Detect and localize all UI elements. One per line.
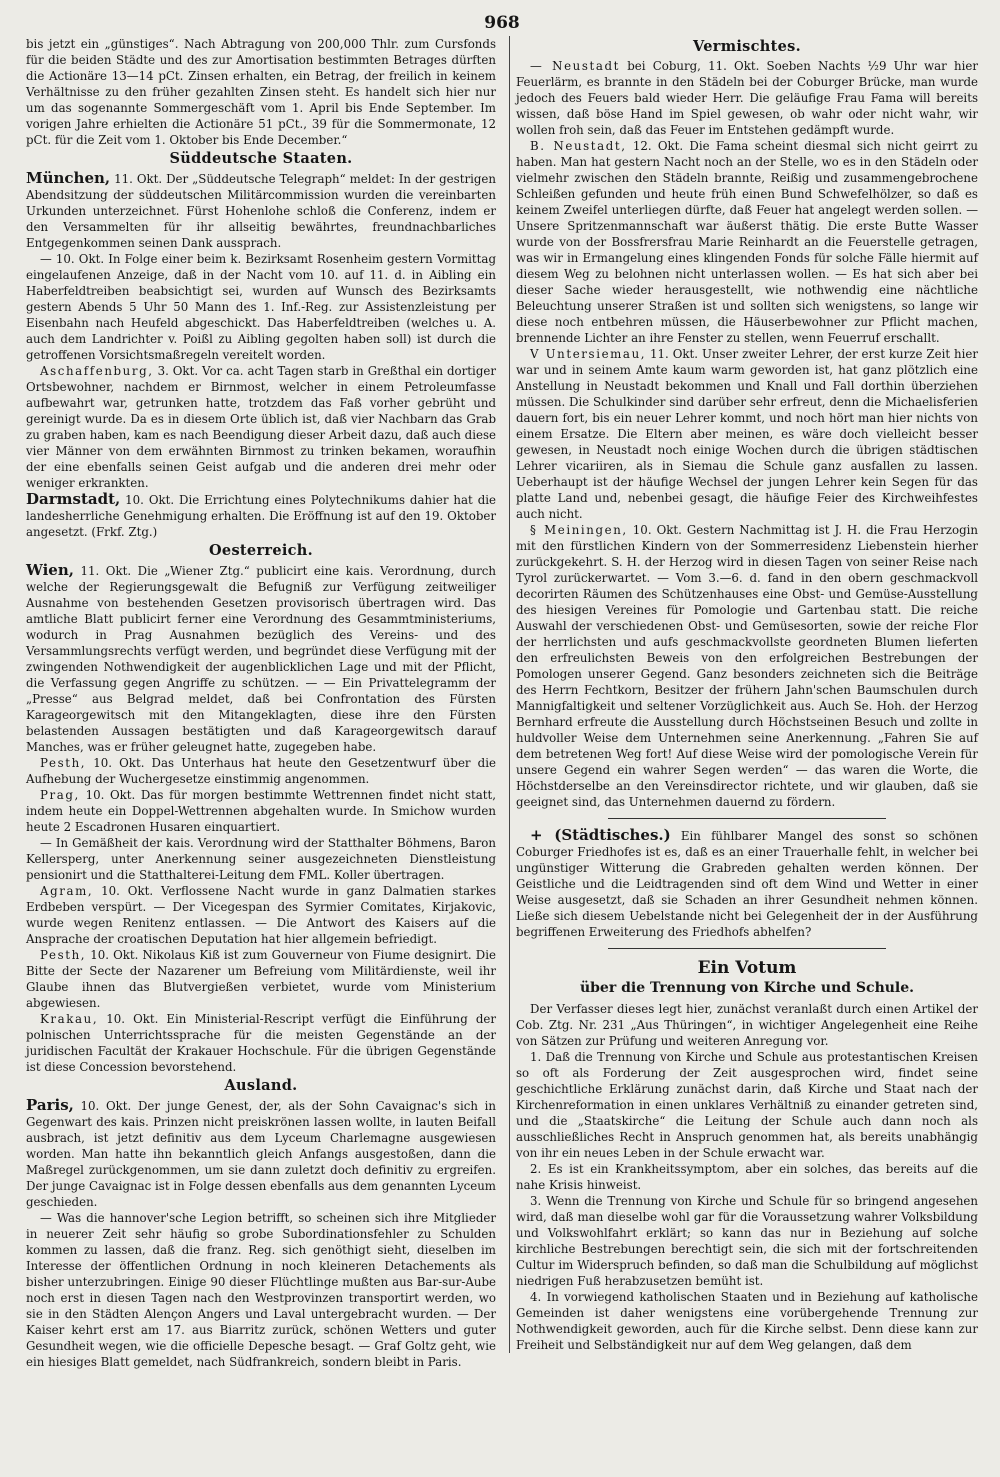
article-darmstadt (26, 491, 496, 540)
text-pesth-2: 10. Okt. Nikolaus Kiß ist zum Gouverneur von Fiume designirt. Die Bitte der Secte der Nazarener um Befreiung vom Militärdienste, weil ihr Glaube ihnen das Blutvergießen verbietet, wurde vom Ministerium abgewiesen. (26, 948, 496, 1010)
text-neustadt-2: 12. Okt. Die Fama scheint diesmal sich nicht geirrt zu haben. Man hat gestern Nacht noch an der Stelle, wo es in den Städeln oder vielmehr zwischen den Städeln brannte, Reißig und zusammengebrochene Schleißen gefunden und heute früh einen Bund Schwefelhölzer, so daß es keinem Zweifel unterliegen dürfte, daß Feuer hat angelegt werden sollen. — Unsere Spritzenmannschaft war äußerst thätig. Die erste Butte Wasser wurde von der Bossfrersfrau Marie Reinhardt an die Feuerstelle getragen, was wir in Ermangelung eines klingenden Fonds für solche Fälle hiermit auf diesem Weg zu belohnen nicht unterlassen wollen. — Es hat sich aber bei dieser Sache wieder herausgestellt, wie nothwendig eine nächtliche Beleuchtung unserer Straßen ist und sollten sich wenigstens, so lange wir diese noch entbehren müssen, die Häuserbewohner zur Pflicht machen, brennende Lichter an ihre Fenster zu stellen, wenn Feuerruf erschallt. (516, 139, 979, 345)
section-heading-ausland: Ausland. (224, 1077, 298, 1094)
article-wien (26, 562, 496, 755)
dateline-prag: Prag, (40, 788, 80, 802)
dateline-paris: Paris, (26, 1096, 74, 1114)
article-untersiemau (516, 346, 978, 522)
text-krakau: 10. Okt. Ein Ministerial-Rescript verfügt die Einführung der polnischen Unterrichtssprache für die meisten Gegenstände an der juridischen Facultät der Krakauer Hochschule. Für die übrigen Gegenstände ist diese Concession bevorstehend. (26, 1012, 496, 1074)
dateline-pesth-2: Pesth, (40, 948, 87, 962)
article-neustadt-2 (516, 138, 978, 346)
text-aschaffenburg: 3. Okt. Vor ca. acht Tagen starb in Greßthal ein dortiger Ortsbewohner, nachdem er Birnmost, welcher in einem Petroleumfasse aufbewahrt war, getrunken hatte, trotzdem das Faß vorher gebrüht und gereinigt wurde. Da es in diesem Orte üblich ist, daß vier Nachbarn das Grab zu graben haben, kam es nach Beendigung dieser Arbeit dazu, daß auch diese vier Männer von dem erwähnten Birnmost zu trinken bekamen, woraufhin der eine ebenfalls seinen Geist aufgab und die anderen drei mehr oder weniger erkrankten. (26, 364, 496, 490)
votum-point-1: 1. Daß die Trennung von Kirche und Schule aus protestantischen Kreisen so oft als Forderung der Zeit ausgesprochen wird, findet seine geschichtliche Erklärung zunächst darin, daß Kirche und Staat nach der Kirchenreformation in einen unklares Verhältniß zu einander getreten sind, und die „Staatskirche“ die Leitung der Schule auch dann noch als ausschließliches Recht in Anspruch genommen hat, als bereits unabhängig von ihr ein neues Leben in der Schule erwacht war. (516, 1050, 978, 1160)
right-column (509, 36, 978, 1353)
votum-point-3: 3. Wenn die Trennung von Kirche und Schule für so bringend angesehen wird, daß man dieselbe wohl gar für die Voraussetzung wahrer Volksbildung und Volkswohlfahrt erklärt; so kann das nur in Beziehung auf solche kirchliche Bestrebungen berechtigt sein, die sich mit der fortschreitenden Cultur im Widerspruch befinden, so daß man die Schulbildung auf möglichst niedrigen Fuß herabzusetzen bemüht ist. (516, 1194, 978, 1288)
votum-subtitle: über die Trennung von Kirche und Schule. (579, 980, 915, 996)
text-untersiemau: 11. Okt. Unser zweiter Lehrer, der erst kurze Zeit hier war und in seinem Amte kaum warm geworden ist, hat ganz plötzlich eine Anstellung in Neustadt bekommen und Knall und Fall dorthin überziehen müssen. Die Schulkinder sind darüber sehr erfreut, denn die Michaelisferien dauern fort, bis ein neuer Lehrer kommt, und noch hört man hier nichts von einem Ersatze. Die Eltern aber meinen, es wäre doch vielleicht besser gewesen, in Neustadt noch einige Wochen durch die übrigen städtischen Lehrer vicariiren, als in Siemau die Schule ganz ausfallen zu lassen. Ueberhaupt ist der häufige Wechsel der jungen Lehrer kein Segen für das platte Land und, nebenbei gesagt, die häufige Feier des Kirchweihfestes auch nicht. (516, 347, 978, 521)
text-paris: 10. Okt. Der junge Genest, der, als der Sohn Cavaignac's sich in Gegenwart des kais. Prinzen nicht preiskrönen lassen wollte, in lauten Beifall ausbrach, ist jetzt definitiv aus dem Lyceum Charlemagne ausgewiesen worden. Man hatte ihn bekanntlich gleich Anfangs ausgestoßen, dann die Maßregel zurückgenommen, um sie dann zuletzt doch definitiv zu ergreifen. Der junge Cavaignac ist in Folge dessen ebenfalls aus dem genannten Lyceum geschieden. (26, 1099, 496, 1209)
dateline-darmstadt: Darmstadt, (26, 490, 121, 508)
page-number: 968 (484, 13, 520, 33)
votum-intro: Der Verfasser dieses legt hier, zunächst veranlaßt durch einen Artikel der Cob. Ztg. Nr. 231 „Aus Thüringen“, in wichtiger Angelegenheit eine Reihe von Sätzen zur Prüfung und weiteren Anregung vor. (516, 1002, 978, 1048)
columns (26, 36, 978, 1370)
dateline-agram: Agram, (40, 884, 94, 898)
text-muenchen: 11. Okt. Der „Süddeutsche Telegraph“ meldet: In der gestrigen Abendsitzung der süddeutschen Militärcommission wurden die vereinbarten Urkunden unterzeichnet. Fürst Hohenlohe schloß die Conferenz, indem er den Versammelten für ihr allseitig bewährtes, freundnachbarliches Entgegenkommen seinen Dank aussprach. (26, 172, 496, 250)
article-pesth-2 (26, 947, 496, 1011)
article-paris (26, 1097, 496, 1210)
article-muenchen-2: — 10. Okt. In Folge einer beim k. Bezirksamt Rosenheim gestern Vormittag eingelaufenen Anzeige, daß in der Nacht vom 10. auf 11. d. in Aibling ein Haberfeldtreiben beabsichtigt sei, wurden auf Wunsch des Bezirksamts gestern Abends 5 Uhr 50 Mann des 1. Inf.-Reg. zur Assistenzleistung per Eisenbahn nach Heufeld abgeschickt. Das Haberfeldtreiben (welches u. A. auch dem Landrichter v. Poißl zu Aibling gegolten haben soll) ist durch die getroffenen Vorsichtsmaßregeln vereitelt worden. (26, 252, 496, 362)
section-divider-2 (608, 948, 885, 949)
dateline-untersiemau: V Untersiemau, (530, 347, 647, 361)
votum-point-4: 4. In vorwiegend katholischen Staaten und in Beziehung auf katholische Gemeinden ist daher wenigstens eine vorübergehende Trennung zur Nothwendigkeit geworden, auch für die Kirche selbst. Denn diese kann zur Freiheit und Selbständigkeit nur auf dem Weg gelangen, daß dem (516, 1290, 978, 1352)
dateline-neustadt-2: B. Neustadt, (530, 139, 627, 153)
article-neustadt-1 (516, 58, 978, 138)
article-staedtisches (516, 827, 978, 940)
article-agram (26, 883, 496, 947)
text-prag: 10. Okt. Das für morgen bestimmte Wettrennen findet nicht statt, indem heute ein Doppel-Wettrennen abgehalten wurde. In Smichow wurden heute 2 Escadronen Husaren einquartiert. (26, 788, 496, 834)
article-intro: bis jetzt ein „günstiges“. Nach Abtragung von 200,000 Thlr. zum Cursfonds für die beiden Städte und des zur Amortisation bestimmten Betrages dürften die Actionäre 13—14 pCt. Zinsen erhalten, ein Betrag, der freilich in keinem Verhältnisse zu den früher gezahlten Zinsen steht. Es handelt sich hier nur um das sogenannte Sommergeschäft vom 1. April bis Ende September. Im vorigen Jahre erhielten die Actionäre 51 pCt., 39 für die Sommermonate, 12 pCt. für die Zeit vom 1. Oktober bis Ende December.“ (26, 37, 496, 147)
section-heading-sueddeutsche: Süddeutsche Staaten. (169, 150, 353, 167)
text-staedtisches: Ein fühlbarer Mangel des sonst so schönen Coburger Friedhofes ist es, daß es an einer Trauerhalle fehlt, in welcher bei ungünstiger Witterung die Grabreden gehalten werden können. Der Geistliche und die Leidtragenden sind oft dem Wind und Wetter in einer Weise ausgesetzt, daß sie Schaden an ihrer Gesundheit nehmen können. Ließe sich diesem Uebelstande nicht bei Gelegenheit der in der Ausführung begriffenen Erweiterung des Friedhofs abhelfen? (516, 829, 978, 939)
article-muenchen (26, 170, 496, 251)
dateline-wien: Wien, (26, 561, 74, 579)
votum-point-2: 2. Es ist ein Krankheitssymptom, aber ein solches, das bereits auf die nahe Krisis hinweist. (516, 1162, 978, 1192)
article-meiningen (516, 522, 978, 810)
article-pesth-1 (26, 755, 496, 787)
left-column (26, 36, 496, 1370)
dateline-aschaffenburg: Aschaffenburg, (40, 364, 154, 378)
article-prag (26, 787, 496, 835)
dateline-muenchen: München, (26, 169, 111, 187)
dateline-meiningen: § Meiningen, (530, 523, 628, 537)
article-aschaffenburg (26, 363, 496, 491)
votum-title: Ein Votum (697, 958, 797, 978)
section-divider (608, 818, 885, 819)
dateline-krakau: Krakau, (40, 1012, 99, 1026)
text-darmstadt: 10. Okt. Die Errichtung eines Polytechnikums dahier hat die landesherrliche Genehmigung erhalten. Die Eröffnung ist auf den 19. Oktober angesetzt. (Frkf. Ztg.) (26, 493, 496, 539)
section-heading-vermischtes: Vermischtes. (693, 38, 801, 55)
dateline-staedtisches: + (Städtisches.) (530, 826, 671, 844)
text-meiningen: 10. Okt. Gestern Nachmittag ist J. H. die Frau Herzogin mit den fürstlichen Kindern von der Sommerresidenz Liebenstein hierher zurückgekehrt. S. H. der Herzog wird in diesen Tagen von seiner Reise nach Tyrol zurückerwartet. — Vom 3.—6. d. fand in den obern geschmackvoll decorirten Räumen des Schützenhauses eine Obst- und Gemüse-Ausstellung des hiesigen Vereines für Pomologie und Gartenbau statt. Die reiche Auswahl der verschiedenen Obst- und Gemüsesorten, sowie der reiche Flor der herrlichsten und aufs geschmackvollste geordneten Blumen lieferten den erfreulichsten Beweis von den erfolgreichen Bestrebungen der Pomologen unserer Gegend. Ganz besonders zeichneten sich die Beiträge des Herrn Fechtkorn, Besitzer der frühern Jahn'schen Baumschulen durch Mannigfaltigkeit und seltener Vorzüglichkeit aus. Auch Se. Hoh. der Herzog Bernhard erfreute die Ausstellung durch Höchstseinen Besuch und zollte in huldvoller Weise dem Unternehmen seine Anerkennung. „Fahren Sie auf dem betretenen Weg fort! Auf diese Weise wird der pomologische Verein für unsere Gegend ein wahrer Segen werden“ — das waren die Worte, die Höchstderselbe an den Vereinsdirector richtete, und wir glauben, daß sie geeignet sind, das Unternehmen dauernd zu fördern. (516, 523, 979, 809)
article-krakau (26, 1011, 496, 1075)
text-neustadt-1: bei Coburg, 11. Okt. Soeben Nachts ½9 Uhr war hier Feuerlärm, es brannte in den Städeln bei der Coburger Brücke, man wurde jedoch des Feuers bald wieder Herr. Die geläufige Frau Fama will bereits wissen, daß böse Hand im Spiel gewesen, ob wahr oder nicht wahr, wir wollen froh sein, daß das Feuer im Entstehen gedämpft wurde. (516, 59, 978, 137)
section-heading-oesterreich: Oesterreich. (209, 542, 313, 559)
article-prag-2: — In Gemäßheit der kais. Verordnung wird der Statthalter Böhmens, Baron Kellersperg, unter Anerkennung seiner ausgezeichneten Dienstleistung pensionirt und die Statthalterei-Leitung dem FML. Koller übertragen. (26, 836, 496, 882)
dateline-pesth-1: Pesth, (40, 756, 87, 770)
text-pesth-1: 10. Okt. Das Unterhaus hat heute den Gesetzentwurf über die Aufhebung der Wuchergesetze einstimmig angenommen. (26, 756, 496, 786)
article-paris-2: — Was die hannover'sche Legion betrifft, so scheinen sich ihre Mitglieder in neuerer Zeit sehr häufig so grobe Subordinationsfehler zu Schulden kommen zu lassen, daß die franz. Reg. sich genöthigt sieht, dieselben im Interesse der öffentlichen Ordnung in noch kleineren Detachements als bisher unterzubringen. Einige 90 dieser Flüchtlinge mußten aus Bar-sur-Aube noch erst in diesen Tagen nach den Westprovinzen transportirt werden, wo sie in den Städten Alençon Angers und Laval untergebracht wurden. — Der Kaiser kehrt erst am 17. aus Biarritz zurück, schönen Wetters und guter Gesundheit wegen, wie die officielle Depesche besagt. — Graf Goltz geht, wie ein hiesiges Blatt gemeldet, nach Südfrankreich, sondern bleibt in Paris. (26, 1211, 496, 1369)
dateline-neustadt-1: — Neustadt (530, 59, 621, 73)
text-wien: 11. Okt. Die „Wiener Ztg.“ publicirt eine kais. Verordnung, durch welche der Regierungsgewalt die Befugniß zur Verfügung zeitweiliger Ausnahme von bestehenden Gesetzen provisorisch übertragen wird. Das amtliche Blatt publicirt ferner eine Verordnung des Gesammtministeriums, wodurch in Prag Ausnahmen bezüglich des Vereins- und des Versammlungsrechts verfügt werden, und begründet diese Verfügung mit der zwingenden Nothwendigkeit der augenblicklichen Lage und mit der Pflicht, die Verfassung gegen Angriffe zu schützen. — — Ein Privattelegramm der „Presse“ aus Belgrad meldet, daß bei Confrontation des Fürsten Karageorgewitsch mit den Mitangeklagten, diese ihre den Fürsten belastenden Aussagen bestätigten und daß Karageorgewitsch darauf Manches, was er früher geleugnet hatte, zugegeben habe. (26, 564, 496, 754)
text-agram: 10. Okt. Verflossene Nacht wurde in ganz Dalmatien starkes Erdbeben verspürt. — Der Vicegespan des Syrmier Comitates, Kirjakovic, wurde wegen Renitenz entlassen. — Die Antwort des Kaisers auf die Ansprache der croatischen Deputation hat hier allgemein befriedigt. (26, 884, 496, 946)
